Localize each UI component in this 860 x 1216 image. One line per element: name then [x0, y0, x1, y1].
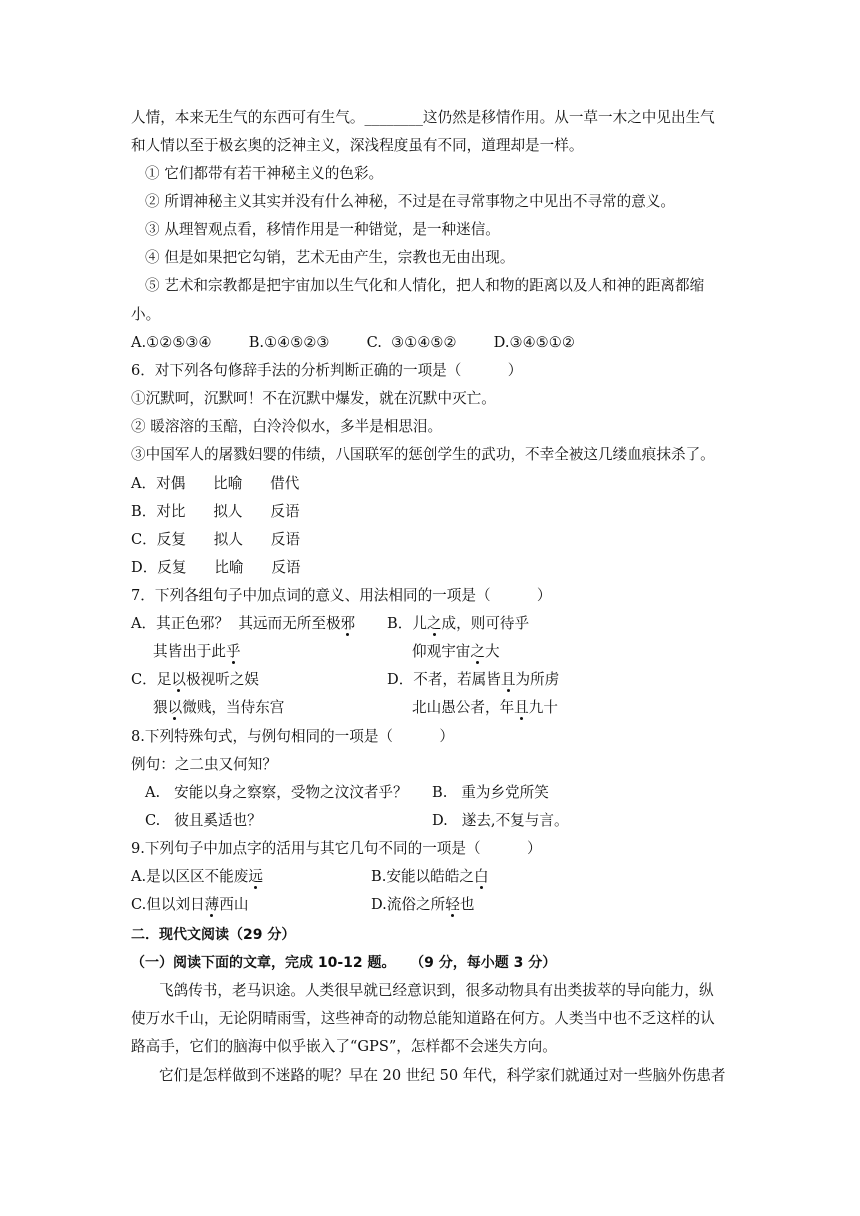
q7-option-c-2	[153, 698, 284, 718]
q6-sentence-2: ② 暖溶溶的玉醅，白泠泠似水，多半是相思泪。	[131, 418, 443, 435]
q6-option-d: D．反复 比喻 反语	[131, 559, 301, 576]
section-title: 二．现代文阅读（29 分）	[131, 927, 296, 943]
text-segment: 九十	[528, 699, 558, 716]
text-segment: 其皆出于此	[153, 643, 226, 660]
q8-option-b: B. 重为乡党所笑	[432, 784, 549, 801]
text-segment: 也	[459, 896, 475, 913]
text-segment: D.流俗之所	[371, 896, 446, 913]
text-segment: 猥	[153, 699, 168, 716]
dotted-word: 乎	[225, 643, 241, 660]
text-segment: 极视听之娱	[185, 671, 259, 688]
q7-option-a-2	[153, 642, 241, 662]
sentence-4: ④ 但是如果把它勾销，艺术无由产生，宗教也无由出现。	[145, 249, 515, 266]
q8-option-d: D. 遂去,不复与言。	[432, 812, 569, 829]
passage-line: 和人情以至于极玄奥的泛神主义，深浅程度虽有不同，道理却是一样。	[131, 137, 584, 154]
q7-option-a-1	[131, 614, 355, 634]
q9-option-b	[371, 867, 489, 887]
q7-option-c-1	[131, 670, 259, 690]
text-segment: C．足	[131, 671, 172, 688]
sentence-5: ⑤ 艺术和宗教都是把宇宙加以生气化和人情化，把人和物的距离以及人和神的距离都缩	[145, 277, 705, 294]
dotted-word: 且	[514, 699, 529, 716]
q6-option-c: C．反复 拟人 反语	[131, 531, 300, 548]
article-paragraph-line: 飞鸽传书，老马识途。人类很早就已经意识到，很多动物具有出类拔萃的导向能力，纵	[159, 982, 714, 999]
dotted-word: 之	[470, 643, 485, 660]
article-paragraph-line: 使万水千山，无论阴晴雨雪，这些神奇的动物总能知道路在何方。人类当中也不乏这样的认	[131, 1010, 715, 1027]
dotted-word: 邪	[340, 615, 356, 632]
dotted-word: 且	[500, 671, 516, 688]
sentence-1: ① 它们都带有若干神秘主义的色彩。	[145, 165, 384, 182]
q9-option-c	[131, 895, 248, 915]
q9-stem: 9.下列句子中加点字的活用与其它几句不同的一项是（ ）	[131, 840, 542, 857]
text-segment: D．不者，若属皆	[387, 671, 501, 688]
q9-option-d	[371, 895, 474, 915]
text-segment: 北山愚公者，年	[412, 699, 515, 716]
q8-option-c: C. 彼且奚适也？	[145, 812, 262, 829]
text-segment: 为所虏	[515, 671, 560, 688]
q7-option-d-1	[387, 670, 559, 690]
q8-stem: 8.下列特殊句式，与例句相同的一项是（ ）	[131, 728, 455, 745]
text-segment: 微贱，当侍东宫	[182, 699, 285, 716]
q8-example: 例句：之二虫又何知？	[131, 756, 277, 773]
q9-option-a	[131, 867, 263, 887]
q6-sentence-3: ③中国军人的屠戮妇婴的伟绩，八国联军的惩创学生的武功，不幸全被这几缕血痕抹杀了。	[131, 446, 715, 463]
dotted-word: 薄	[204, 896, 220, 913]
passage-line: 人情，本来无生气的东西可有生气。________这仍然是移情作用。从一草一木之中见出生气	[131, 109, 715, 126]
text-segment: B．儿	[387, 615, 427, 632]
q7-stem: 7．下列各组句子中加点词的意义、用法相同的一项是（ ）	[131, 587, 552, 604]
text-segment: 仰观宇宙	[412, 643, 471, 660]
text-segment: A．其正色邪？ 其远而无所至极	[131, 615, 341, 632]
q8-option-a: A. 安能以身之察察，受物之汶汶者乎？	[145, 784, 408, 801]
sentence-3: ③ 从理智观点看，移情作用是一种错觉，是一种迷信。	[145, 221, 500, 238]
dotted-word: 轻	[445, 896, 460, 913]
article-paragraph-line: 路高手，它们的脑海中似乎嵌入了“GPS”，怎样都不会迷失方向。	[131, 1038, 557, 1055]
dotted-word: 白	[473, 868, 489, 885]
q7-option-d-2	[412, 698, 558, 718]
text-segment: A.是以区区不能废	[131, 868, 249, 885]
text-segment: B.安能以皓皓之	[371, 868, 474, 885]
text-segment: C.但以刘日	[131, 896, 205, 913]
text-segment: 西山	[219, 896, 249, 913]
q7-option-b-1	[387, 614, 529, 634]
sentence-2: ② 所谓神秘主义其实并没有什么神秘，不过是在寻常事物之中见出不寻常的意义。	[145, 193, 676, 210]
q6-option-b: B．对比 拟人 反语	[131, 503, 300, 520]
sentence-5-end: 小。	[131, 306, 161, 323]
q6-option-a: A．对偶 比喻 借代	[131, 475, 300, 492]
q7-option-b-2	[412, 642, 500, 662]
q5-options: A.①②⑤③④ B.①④⑤②③ C. ③①④⑤② D.③④⑤①②	[131, 334, 575, 351]
text-segment: 大	[485, 643, 500, 660]
q6-stem: 6．对下列各句修辞手法的分析判断正确的一项是（ ）	[131, 362, 523, 379]
dotted-word: 以	[167, 699, 183, 716]
article-paragraph-line: 它们是怎样做到不迷路的呢？早在 20 世纪 50 年代，科学家们就通过对一些脑外伤患者	[159, 1067, 726, 1084]
text-segment: 成，则可待乎	[441, 615, 530, 632]
dotted-word: 以	[171, 671, 186, 688]
dotted-word: 远	[248, 868, 263, 885]
q6-sentence-1: ①沉默呵，沉默呵！不在沉默中爆发，就在沉默中灭亡。	[131, 390, 496, 407]
dotted-word: 之	[426, 615, 442, 632]
section-subtitle: （一）阅读下面的文章，完成 10-12 题。 （9 分，每小题 3 分）	[131, 955, 557, 971]
